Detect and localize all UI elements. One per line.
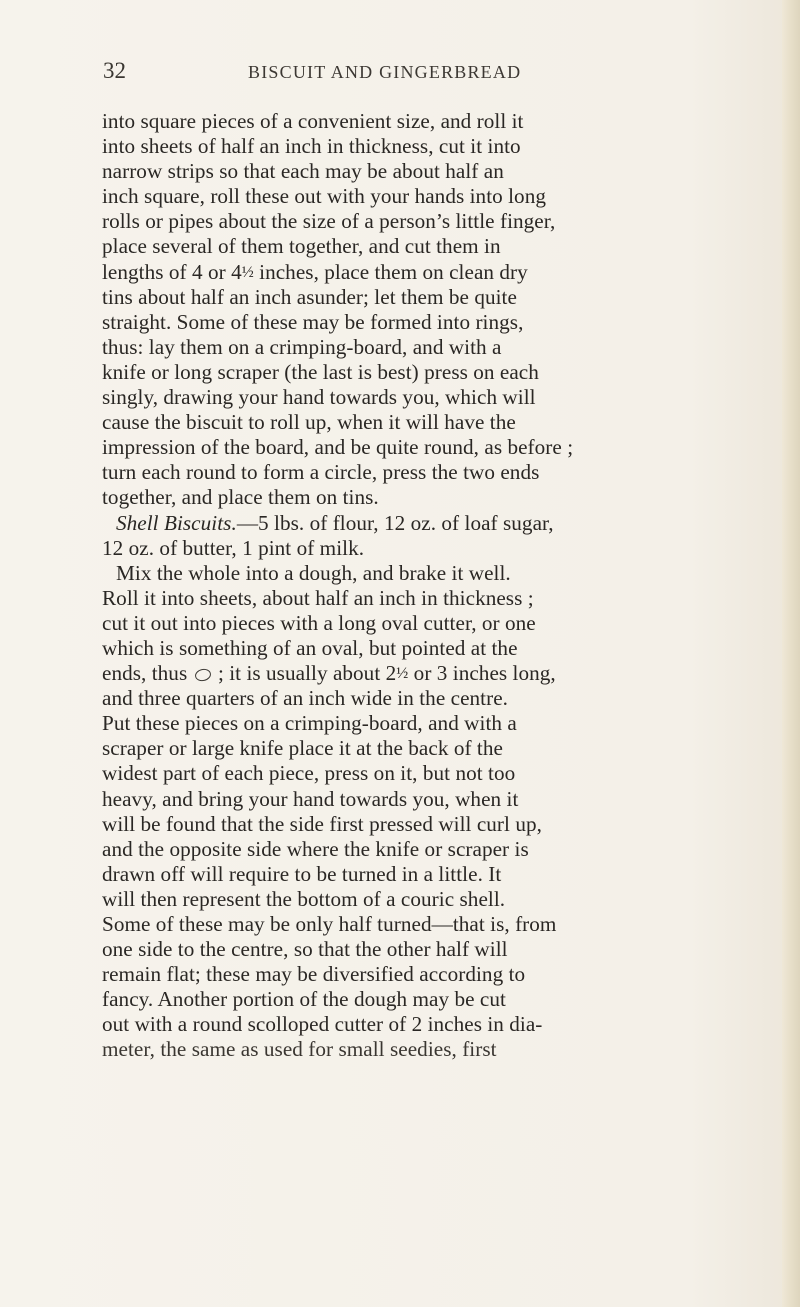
text-line: tins about half an inch asunder; let them be quite xyxy=(102,284,517,309)
text-line: cause the biscuit to roll up, when it will have the xyxy=(102,410,516,435)
text-segment: ends, thus xyxy=(102,661,193,686)
text-line: out with a round scolloped cutter of 2 inches in dia- xyxy=(102,1012,543,1037)
text-line: thus: lay them on a crimping-board, and with a xyxy=(102,334,502,359)
page-number: 32 xyxy=(103,58,126,83)
text-line: knife or long scraper (the last is best) press on each xyxy=(102,359,539,384)
text-line: which is something of an oval, but pointed at the xyxy=(102,635,518,660)
text-line: Some of these may be only half turned—that is, from xyxy=(102,912,557,936)
text-line: cut it out into pieces with a long oval cutter, or one xyxy=(102,610,536,635)
text-line: place several of them together, and cut them in xyxy=(102,234,501,259)
text-line: straight. Some of these may be formed into rings, xyxy=(102,309,524,334)
text-line: will be found that the side first pressed will curl up, xyxy=(102,811,542,836)
text-line: singly, drawing your hand towards you, which will xyxy=(102,385,536,410)
text-line: impression of the board, and be quite round, as before ; xyxy=(102,435,574,460)
text-line: widest part of each piece, press on it, but not too xyxy=(102,761,516,786)
text-line: inch square, roll these out with your hands into long xyxy=(102,184,546,209)
text-line: fancy. Another portion of the dough may be cut xyxy=(102,987,506,1012)
text-line: into square pieces of a convenient size, and roll it xyxy=(102,109,524,133)
text-line: Put these pieces on a crimping-board, and with a xyxy=(102,711,517,736)
text-line: will then represent the bottom of a couric shell. xyxy=(102,886,506,911)
text-line: remain flat; these may be diversified according to xyxy=(102,962,526,987)
recipe-heading-line xyxy=(102,511,762,536)
page-edge xyxy=(782,0,800,1307)
text-line: scraper or large knife place it at the back of the xyxy=(102,736,503,761)
text-line: drawn off will require to be turned in a little. It xyxy=(102,861,502,886)
text-line xyxy=(102,260,762,285)
fraction: ½ xyxy=(396,665,409,683)
text-segment: ; it is usually about 2 xyxy=(212,661,397,686)
text-line: one side to the centre, so that the other half will xyxy=(102,937,508,962)
text-line: Roll it into sheets, about half an inch in thickness ; xyxy=(102,585,534,610)
recipe-ingredients: —5 lbs. of flour, 12 oz. of loaf sugar, xyxy=(236,510,554,535)
text-line: and the opposite side where the knife or scraper is xyxy=(102,836,529,861)
body-text xyxy=(102,109,762,1063)
text-line: 12 oz. of butter, 1 pint of milk. xyxy=(102,535,365,560)
text-segment: lengths of 4 or 4 xyxy=(102,259,242,284)
text-line: together, and place them on tins. xyxy=(102,485,379,510)
oval-icon xyxy=(194,668,212,683)
fraction: ½ xyxy=(241,263,254,281)
text-segment: inches, place them on clean dry xyxy=(253,259,528,284)
text-line: Mix the whole into a dough, and brake it well. xyxy=(116,560,511,585)
text-line: heavy, and bring your hand towards you, when it xyxy=(102,786,519,811)
running-head: BISCUIT AND GINGERBREAD xyxy=(248,62,522,82)
page-header xyxy=(0,57,800,85)
text-segment: or 3 inches long, xyxy=(408,661,556,686)
recipe-title: Shell Biscuits. xyxy=(116,510,237,535)
text-line: and three quarters of an inch wide in the centre. xyxy=(102,686,509,711)
text-line: meter, the same as used for small seedies, first xyxy=(102,1037,497,1062)
text-line: turn each round to form a circle, press the two ends xyxy=(102,460,540,485)
text-line: into sheets of half an inch in thickness, cut it into xyxy=(102,134,521,159)
text-line xyxy=(102,661,762,686)
text-line: rolls or pipes about the size of a person’s little finger, xyxy=(102,209,556,234)
text-line: narrow strips so that each may be about half an xyxy=(102,159,504,184)
